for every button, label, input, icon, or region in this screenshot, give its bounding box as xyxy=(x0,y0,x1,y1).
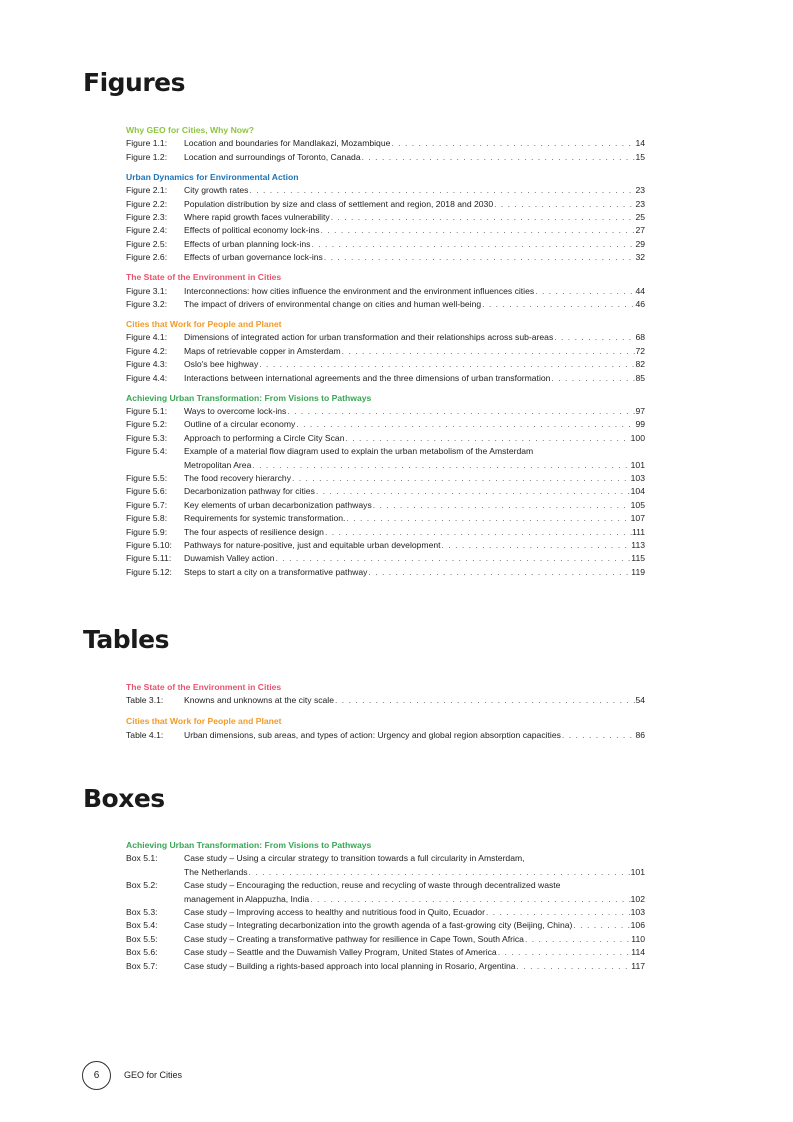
entry-page: 15 xyxy=(635,151,645,162)
toc-section xyxy=(126,839,645,973)
toc-entry[interactable] xyxy=(126,729,645,742)
entry-label: Figure 5.3: xyxy=(126,432,168,443)
entry-text: Oslo's bee highway xyxy=(184,359,259,370)
entry-body xyxy=(184,960,645,973)
toc-entry[interactable] xyxy=(126,345,645,358)
toc-entry[interactable] xyxy=(126,211,645,224)
toc-entry[interactable] xyxy=(126,512,645,525)
entry-body xyxy=(184,729,645,742)
entry-text: Approach to performing a Circle City Scan xyxy=(184,432,345,443)
section-title: The State of the Environment in Cities xyxy=(126,682,282,692)
tables-heading: Tables xyxy=(83,625,170,654)
entry-page: 115 xyxy=(631,553,645,564)
toc-entry[interactable] xyxy=(126,184,645,197)
entry-label: Figure 5.9: xyxy=(126,526,168,537)
entry-body xyxy=(184,372,645,385)
entry-text: Effects of urban governance lock-ins xyxy=(184,252,323,263)
entry-body xyxy=(184,946,645,959)
entry-text: Case study – Creating a transformative pathway for resilience in Cape Town, South Africa xyxy=(184,933,524,944)
toc-entry[interactable] xyxy=(126,285,645,298)
entry-page: 113 xyxy=(631,540,645,551)
entry-label: Figure 2.6: xyxy=(126,252,168,263)
toc-entry[interactable] xyxy=(126,960,645,973)
entry-text: Case study – Encouraging the reduction, reuse and recycling of waste through decentralized waste xyxy=(184,880,561,891)
toc-entry[interactable] xyxy=(126,432,645,445)
dot-leader xyxy=(345,512,630,525)
entry-page: 110 xyxy=(631,933,645,944)
entry-page: 119 xyxy=(631,566,645,577)
toc-entry[interactable] xyxy=(126,358,645,371)
dot-leader xyxy=(485,906,631,919)
dot-leader xyxy=(323,251,636,264)
entry-label: Figure 4.3: xyxy=(126,359,168,370)
toc-entry[interactable] xyxy=(126,418,645,431)
entry-body xyxy=(184,512,645,525)
entry-body xyxy=(184,432,645,445)
entry-page: 25 xyxy=(635,212,645,222)
entry-page: 46 xyxy=(635,299,645,310)
entry-body xyxy=(184,485,645,498)
entry-page: 102 xyxy=(630,893,645,904)
section-title: Cities that Work for People and Planet xyxy=(126,319,282,330)
toc-entry[interactable] xyxy=(126,919,645,932)
dot-leader xyxy=(330,211,636,224)
entry-body xyxy=(184,539,645,552)
toc-entry[interactable] xyxy=(126,499,645,512)
entry-label: Box 5.3: xyxy=(126,907,158,918)
entry-body xyxy=(184,933,645,946)
dot-leader xyxy=(524,933,631,946)
dot-leader xyxy=(361,151,636,164)
dot-leader xyxy=(553,331,635,344)
entry-page: 105 xyxy=(630,499,645,510)
entry-body xyxy=(184,566,645,579)
figures-heading: Figures xyxy=(83,68,186,97)
entry-label: Figure 5.10: xyxy=(126,540,172,551)
toc-entry[interactable] xyxy=(126,906,645,919)
toc-section xyxy=(126,681,645,708)
toc-entry[interactable] xyxy=(126,405,645,418)
dot-leader xyxy=(345,432,631,445)
entry-page: 14 xyxy=(635,138,645,149)
toc-entry[interactable] xyxy=(126,137,645,150)
entry-label: Figure 5.11: xyxy=(126,553,172,564)
entry-page: 32 xyxy=(635,252,645,263)
entry-label: Box 5.4: xyxy=(126,920,158,931)
dot-leader xyxy=(493,198,635,211)
entry-text: Knowns and unknowns at the city scale xyxy=(184,695,335,706)
dot-leader xyxy=(334,694,635,707)
entry-page: 97 xyxy=(635,406,645,417)
toc-entry[interactable] xyxy=(126,933,645,946)
entry-label: Figure 5.4: xyxy=(126,446,168,457)
dot-leader xyxy=(291,472,631,485)
toc-section xyxy=(126,318,645,385)
entry-line-2 xyxy=(184,893,645,906)
entry-page: 68 xyxy=(635,332,645,343)
entry-body xyxy=(184,298,645,311)
entry-page: 104 xyxy=(630,486,645,497)
entry-page: 82 xyxy=(635,359,645,370)
toc-section xyxy=(126,392,645,580)
entry-text: Case study – Using a circular strategy to transition towards a full circularity in Amsterdam, xyxy=(184,853,525,864)
dot-leader xyxy=(251,459,630,472)
entry-label: Figure 1.2: xyxy=(126,151,168,162)
dot-leader xyxy=(372,499,631,512)
entry-text-continued: management in Alappuzha, India xyxy=(184,893,310,904)
entry-page: 86 xyxy=(635,729,645,740)
page-number: 6 xyxy=(93,1070,100,1081)
section-title: Why GEO for Cities, Why Now? xyxy=(126,125,254,135)
entry-page: 101 xyxy=(630,459,645,470)
entry-page: 44 xyxy=(635,285,645,296)
toc-section xyxy=(126,715,645,742)
entry-label: Figure 5.5: xyxy=(126,473,168,484)
entry-body xyxy=(184,499,645,512)
entry-label: Box 5.6: xyxy=(126,947,158,958)
tables-list xyxy=(126,681,645,742)
dot-leader xyxy=(497,946,632,959)
dot-leader xyxy=(550,372,635,385)
entry-body xyxy=(184,211,645,224)
entry-body xyxy=(184,879,645,906)
dot-leader xyxy=(572,919,630,932)
entry-page: 106 xyxy=(630,920,645,931)
dot-leader xyxy=(516,960,632,973)
dot-leader xyxy=(248,866,631,879)
entry-page: 29 xyxy=(635,238,645,249)
entry-page: 23 xyxy=(635,198,645,209)
entry-text: Urban dimensions, sub areas, and types of action: Urgency and global region absorption capacities xyxy=(184,729,561,740)
entry-body xyxy=(184,906,645,919)
entry-text: Outline of a circular economy xyxy=(184,419,296,430)
section-title: Urban Dynamics for Environmental Action xyxy=(126,171,299,182)
toc-entry[interactable] xyxy=(126,151,645,164)
section-title: Achieving Urban Transformation: From Visions to Pathways xyxy=(126,840,372,850)
entry-page: 103 xyxy=(630,473,645,484)
entry-text: Interactions between international agreements and the three dimensions of urban transformation xyxy=(184,372,551,383)
toc-entry[interactable] xyxy=(126,539,645,552)
entry-body xyxy=(184,238,645,251)
entry-label: Table 4.1: xyxy=(126,729,164,740)
entry-label: Box 5.5: xyxy=(126,933,158,944)
entry-page: 100 xyxy=(630,432,645,443)
entry-body xyxy=(184,198,645,211)
page-number-badge xyxy=(82,1061,111,1090)
entry-text: Dimensions of integrated action for urban transformation and their relationships across sub-areas xyxy=(184,332,554,343)
entry-text: Interconnections: how cities influence the environment and the environment influences cities xyxy=(184,285,535,296)
toc-entry[interactable] xyxy=(126,526,645,539)
entry-body xyxy=(184,852,645,879)
entry-label: Figure 5.7: xyxy=(126,499,168,510)
footer-title: GEO for Cities xyxy=(124,1070,183,1080)
entry-page: 101 xyxy=(630,866,645,877)
entry-body xyxy=(184,552,645,565)
toc-entry[interactable] xyxy=(126,331,645,344)
toc-entry[interactable] xyxy=(126,472,645,485)
entry-text: The four aspects of resilience design xyxy=(184,526,324,537)
entry-body xyxy=(184,184,645,197)
entry-page: 99 xyxy=(635,419,645,430)
entry-text: Key elements of urban decarbonization pathways xyxy=(184,499,372,510)
entry-label: Figure 2.3: xyxy=(126,212,168,222)
entry-label: Table 3.1: xyxy=(126,695,164,706)
entry-label: Figure 5.2: xyxy=(126,419,168,430)
entry-label: Figure 2.1: xyxy=(126,185,168,196)
dot-leader xyxy=(341,345,636,358)
entry-text: The impact of drivers of environmental change on cities and human well-being xyxy=(184,299,482,310)
entry-text: Case study – Improving access to healthy and nutritious food in Quito, Ecuador xyxy=(184,907,485,918)
entry-page: 111 xyxy=(631,526,645,537)
entry-label: Box 5.7: xyxy=(126,960,158,971)
entry-text: Where rapid growth faces vulnerability xyxy=(184,212,330,222)
entry-body xyxy=(184,224,645,237)
entry-page: 117 xyxy=(631,960,645,971)
entry-body xyxy=(184,919,645,932)
entry-body xyxy=(184,445,645,472)
dot-leader xyxy=(315,485,631,498)
toc-entry[interactable] xyxy=(126,552,645,565)
entry-text: Location and boundaries for Mandlakazi, Mozambique xyxy=(184,138,391,149)
toc-entry[interactable] xyxy=(126,852,645,879)
entry-body xyxy=(184,405,645,418)
entry-line-2 xyxy=(184,866,645,879)
toc-entry[interactable] xyxy=(126,198,645,211)
entry-body xyxy=(184,526,645,539)
boxes-heading: Boxes xyxy=(83,784,165,813)
toc-entry[interactable] xyxy=(126,224,645,237)
toc-entry[interactable] xyxy=(126,445,645,472)
entry-label: Box 5.2: xyxy=(126,880,158,891)
dot-leader xyxy=(320,224,636,237)
entry-body xyxy=(184,472,645,485)
entry-label: Figure 3.1: xyxy=(126,285,168,296)
entry-body xyxy=(184,358,645,371)
entry-text-continued: The Netherlands xyxy=(184,866,248,877)
entry-text-continued: Metropolitan Area xyxy=(184,459,252,470)
entry-page: 114 xyxy=(631,947,645,958)
toc-section xyxy=(126,124,645,164)
entry-text: Effects of political economy lock-ins xyxy=(184,225,320,236)
dot-leader xyxy=(561,729,636,742)
toc-entry[interactable] xyxy=(126,566,645,579)
dot-leader xyxy=(310,238,635,251)
entry-label: Figure 5.8: xyxy=(126,513,168,524)
dot-leader xyxy=(324,526,632,539)
toc-entry[interactable] xyxy=(126,694,645,707)
entry-label: Figure 2.2: xyxy=(126,198,168,209)
entry-text: Case study – Integrating decarbonization into the growth agenda of a fast-growing city (Beijing, China) xyxy=(184,920,573,931)
dot-leader xyxy=(441,539,632,552)
toc-entry[interactable] xyxy=(126,372,645,385)
entry-label: Figure 5.6: xyxy=(126,486,168,497)
entry-text: City growth rates xyxy=(184,185,249,196)
entry-text: Duwamish Valley action xyxy=(184,553,275,564)
entry-label: Figure 1.1: xyxy=(126,138,168,149)
toc-entry[interactable] xyxy=(126,485,645,498)
entry-page: 103 xyxy=(630,907,645,918)
dot-leader xyxy=(275,552,632,565)
entry-text: Decarbonization pathway for cities xyxy=(184,486,315,497)
entry-text: Example of a material flow diagram used to explain the urban metabolism of the Amsterdam xyxy=(184,446,534,457)
entry-body xyxy=(184,694,645,707)
entry-page: 54 xyxy=(635,695,645,706)
entry-page: 27 xyxy=(635,225,645,236)
entry-body xyxy=(184,345,645,358)
toc-entry[interactable] xyxy=(126,238,645,251)
dot-leader xyxy=(248,184,635,197)
dot-leader xyxy=(481,298,635,311)
entry-body xyxy=(184,285,645,298)
entry-text: Case study – Seattle and the Duwamish Valley Program, United States of America xyxy=(184,947,497,958)
entry-label: Figure 5.1: xyxy=(126,406,168,417)
entry-text: Requirements for systemic transformation. xyxy=(184,513,346,524)
entry-text: Case study – Building a rights-based approach into local planning in Rosario, Argentina xyxy=(184,960,516,971)
entry-text: Effects of urban planning lock-ins xyxy=(184,238,311,249)
entry-text: The food recovery hierarchy xyxy=(184,473,291,484)
dot-leader xyxy=(390,137,635,150)
dot-leader xyxy=(309,893,630,906)
toc-section xyxy=(126,171,645,265)
entry-page: 85 xyxy=(635,372,645,383)
entry-label: Figure 4.1: xyxy=(126,332,168,343)
toc-entry[interactable] xyxy=(126,298,645,311)
entry-body xyxy=(184,331,645,344)
entry-text: Pathways for nature-positive, just and equitable urban development xyxy=(184,540,441,551)
toc-entry[interactable] xyxy=(126,251,645,264)
entry-text: Location and surroundings of Toronto, Canada xyxy=(184,151,361,162)
entry-label: Figure 2.5: xyxy=(126,238,168,249)
section-title: Achieving Urban Transformation: From Visions to Pathways xyxy=(126,392,372,403)
section-title: Cities that Work for People and Planet xyxy=(126,716,282,727)
toc-section xyxy=(126,271,645,311)
entry-label: Figure 3.2: xyxy=(126,299,168,310)
dot-leader xyxy=(258,358,635,371)
entry-body xyxy=(184,151,645,164)
entry-page: 23 xyxy=(635,185,645,196)
entry-page: 107 xyxy=(630,513,645,524)
toc-entry[interactable] xyxy=(126,879,645,906)
entry-text: Ways to overcome lock-ins xyxy=(184,406,287,417)
entry-label: Figure 5.12: xyxy=(126,566,172,577)
dot-leader xyxy=(295,418,635,431)
entry-text: Population distribution by size and class of settlement and region, 2018 and 2030 xyxy=(184,198,494,209)
entry-line-2 xyxy=(184,459,645,472)
entry-label: Figure 4.4: xyxy=(126,372,168,383)
entry-label: Figure 4.2: xyxy=(126,345,168,356)
section-title: The State of the Environment in Cities xyxy=(126,272,282,283)
dot-leader xyxy=(286,405,635,418)
boxes-list xyxy=(126,839,645,973)
entry-text: Maps of retrievable copper in Amsterdam xyxy=(184,345,341,356)
entry-body xyxy=(184,137,645,150)
entry-body xyxy=(184,418,645,431)
entry-body xyxy=(184,251,645,264)
entry-label: Box 5.1: xyxy=(126,853,158,864)
entry-page: 72 xyxy=(635,345,645,356)
dot-leader xyxy=(367,566,631,579)
entry-text: Steps to start a city on a transformative pathway xyxy=(184,566,368,577)
dot-leader xyxy=(534,285,635,298)
entry-label: Figure 2.4: xyxy=(126,225,168,236)
figures-list xyxy=(126,124,645,579)
toc-entry[interactable] xyxy=(126,946,645,959)
